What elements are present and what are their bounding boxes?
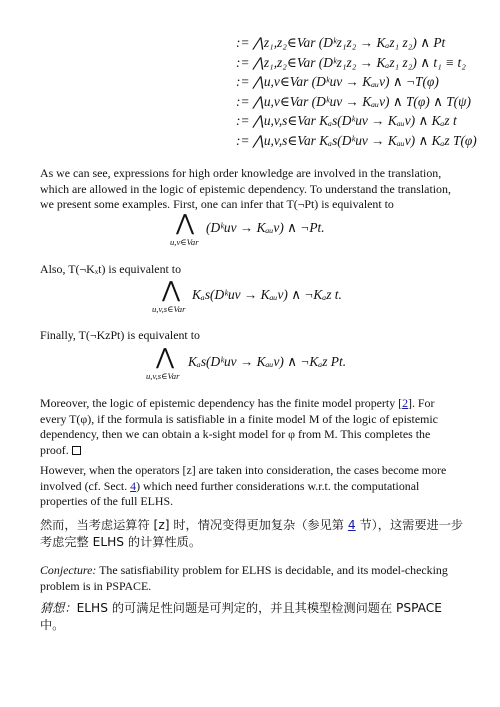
equation-rhs: := ⋀u,v,s∈Var Kₐs(Dᵏuv → Kₐᵤv) ∧ Kₐz t (236, 113, 457, 129)
qed-square-icon (72, 446, 81, 455)
big-wedge-symbol: ⋀ (176, 210, 195, 235)
section-reference-link[interactable]: 4 (130, 478, 137, 493)
citation-link[interactable]: 2 (402, 396, 409, 410)
paragraph-text: 节），这需要进一步考虑完整 ELHS 的计算性质。 (40, 518, 464, 549)
paragraph-text: 然而，当考虑运算符 [z] 时，情况变得更加复杂（参见第 (40, 518, 348, 532)
paragraph-text: However, when the operators [z] are taken into consideration, the cases become more involved (cf. Sect. (40, 463, 447, 493)
conjecture-label-chinese: 猜想： (40, 601, 77, 615)
paragraph-also: Also, T(¬Kₓt) is equivalent to (40, 262, 182, 276)
big-wedge-symbol: ⋀ (162, 277, 181, 302)
equation-rhs: := ⋀u,v∈Var (Dᵏuv → Kₐᵤv) ∧ ¬T(φ) (236, 74, 439, 90)
paragraph-text: Moreover, the logic of epistemic dependency has the finite model property [ (40, 396, 403, 410)
paragraph-conjecture-chinese (40, 600, 470, 634)
paragraph-text: ) which need further considerations w.r.t. the computational properties of the full ELHS. (40, 478, 420, 509)
paragraph-finite-model (40, 396, 460, 458)
paragraph-text: ]. For every T(φ), if the formula is satisfiable in a finite model M of the logic of epistemic dependency, then we can obtain a k-sight model for φ from M. This completes the proof. (40, 396, 438, 457)
paragraph-finally: Finally, T(¬KzPt) is equivalent to (40, 328, 200, 342)
equation-rhs: := ⋀u,v∈Var (Dᵏuv → Kₐᵤv) ∧ T(φ) ∧ T(ψ) (236, 93, 471, 109)
paragraph-text: ELHS 的可满足性问题是可判定的，并且其模型检测问题在 PSPACE 中。 (40, 601, 443, 632)
display-subscript: u,v,s∈Var (146, 371, 180, 381)
display-subscript: u,v∈Var (170, 237, 199, 247)
paragraph-conjecture (40, 563, 460, 594)
equation-rhs: := ⋀u,v,s∈Var Kₐs(Dᵏuv → Kₐᵤv) ∧ Kₐz T(φ) (236, 132, 477, 148)
display-expression: Kₐs(Dᵏuv → Kₐᵤv) ∧ ¬Kₐz t. (192, 287, 342, 302)
conjecture-label: Conjecture: (40, 563, 97, 577)
big-wedge-symbol: ⋀ (156, 344, 175, 369)
paragraph-operators (40, 463, 460, 510)
equation-rhs: := ⋀z₁,z₂∈Var (Dᵏz₁z₂ → Kₐz₁ z₂) ∧ t₁ ≡ t₂ (236, 54, 466, 70)
section-reference-link[interactable]: 4 (347, 518, 356, 532)
display-expression: (Dᵏuv → Kₐᵤv) ∧ ¬Pt. (206, 220, 325, 235)
display-subscript: u,v,s∈Var (152, 304, 186, 314)
equation-rhs: := ⋀z₁,z₂∈Var (Dᵏz₁z₂ → Kₐz₁ z₂) ∧ Pt (236, 35, 446, 50)
paragraph-text: The satisfiability problem for ELHS is decidable, and its model-checking problem is in PSPACE. (40, 563, 448, 593)
display-expression: Kₐs(Dᵏuv → Kₐᵤv) ∧ ¬Kₐz Pt. (188, 354, 347, 369)
paragraph-translation-intro: As we can see, expressions for high order knowledge are involved in the translation, which are allowed in the logic of epistemic dependency. To understand the translation, we present some examples. First, one can infer that T(¬Pt) is equivalent to (40, 166, 451, 212)
paragraph-operators-chinese (40, 517, 470, 551)
